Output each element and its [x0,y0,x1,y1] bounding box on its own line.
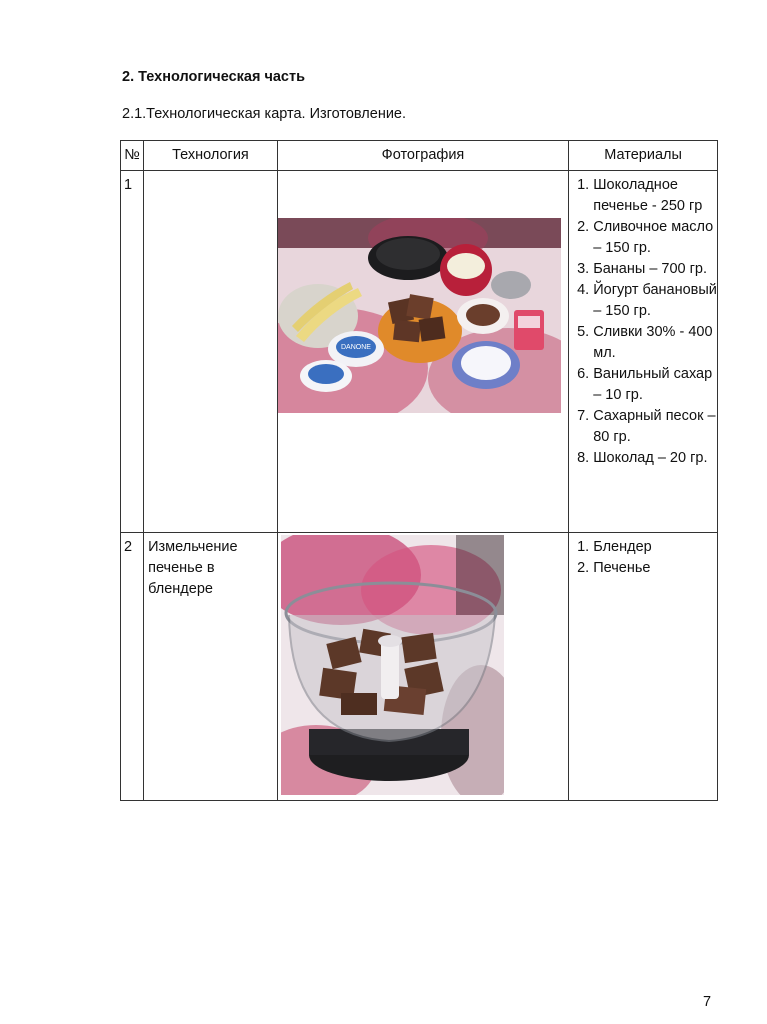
row-technology: Измельчение печенье в блендере [144,533,278,801]
list-item: 8. Шоколад – 20 гр. [593,448,717,469]
list-item: 5. Сливки 30% - 400 мл. [593,322,717,364]
subsection-heading: 2.1.Технологическая карта. Изготовление. [122,106,407,122]
photo-cell [277,171,568,533]
list-item: 6. Ванильный сахар – 10 гр. [593,364,717,406]
list-item: 2. Сливочное масло – 150 гр. [593,217,717,259]
list-item: 1. Шоколадное печенье - 250 гр [593,175,717,217]
table-row [121,533,718,801]
header-materials: Материалы [569,141,718,171]
row-technology [144,171,278,533]
header-technology: Технология [144,141,278,171]
row-number: 1 [121,171,144,533]
list-item: 1. Блендер [593,537,717,558]
table-header-row [121,141,718,171]
header-photo: Фотография [277,141,568,171]
materials-list [569,175,717,469]
materials-list [569,537,717,579]
list-item: 3. Бананы – 700 гр. [593,259,717,280]
ingredients-photo [278,218,561,413]
photo-cell [277,533,568,801]
list-item: 7. Сахарный песок – 80 гр. [593,406,717,448]
yogurt-brand-label: DANONE [340,344,371,351]
list-item: 4. Йогурт банановый – 150 гр. [593,280,717,322]
page-number: 7 [703,994,712,1010]
header-num: № [121,141,144,171]
blender-photo [281,535,504,795]
section-heading: 2. Технологическая часть [122,69,306,85]
materials-cell [569,533,718,801]
table-row [121,171,718,533]
materials-cell [569,171,718,533]
row-number: 2 [121,533,144,801]
technology-card-table [120,140,718,801]
list-item: 2. Печенье [593,558,717,579]
